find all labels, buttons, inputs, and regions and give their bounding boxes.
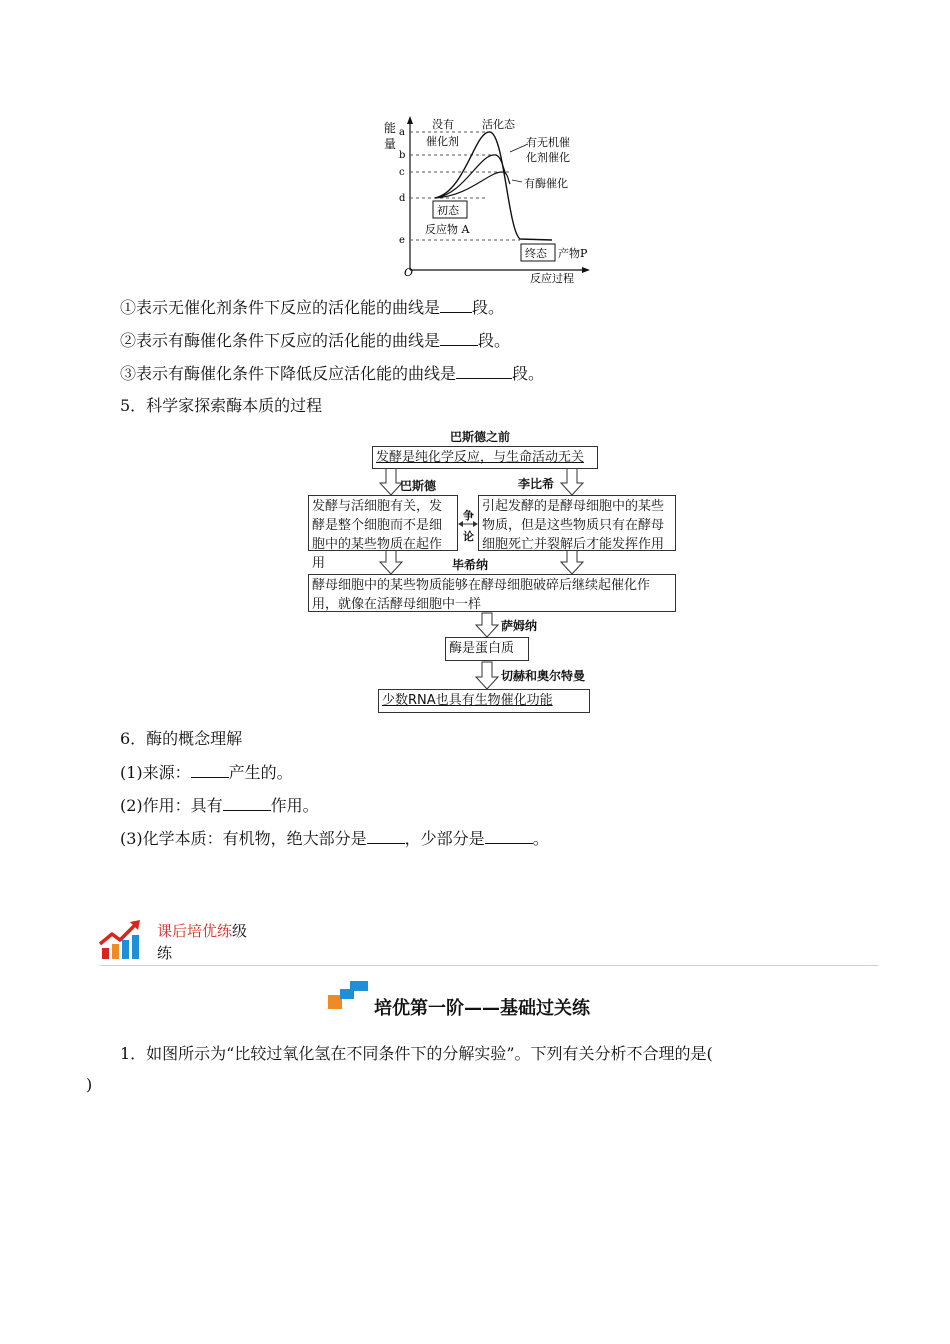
y-axis-arrow [407, 116, 413, 124]
enzyme-discovery-flow [300, 425, 690, 715]
label-no-catalyst-1: 没有 [432, 118, 454, 131]
answer-blank[interactable] [485, 827, 533, 844]
label-reactant: 反应物 A [425, 223, 470, 236]
item5-title: 5．科学家探索酶本质的过程 [120, 396, 323, 415]
subtitle: 培优第一阶——基础过关练 [374, 998, 590, 1019]
stairs-icon [328, 981, 370, 1011]
label-final: 终态 [525, 247, 547, 260]
label-initial: 初态 [437, 204, 459, 217]
section-divider [100, 965, 878, 966]
label-liebig: 李比希 [518, 477, 555, 491]
answer-blank[interactable] [456, 362, 512, 379]
level-a: a [399, 127, 405, 138]
level-e: e [399, 235, 405, 246]
answer-blank[interactable] [191, 761, 229, 778]
label-enzyme: 有酶催化 [524, 177, 568, 190]
debate-2: 论 [463, 530, 474, 543]
label-cech: 切赫和奥尔特曼 [501, 669, 586, 683]
question-1: 1．如图所示为“比较过氧化氢在不同条件下的分解实验”。下列有关分析不合理的是( [120, 1044, 713, 1063]
question-1-close: ) [86, 1075, 93, 1094]
x-axis-arrow [582, 267, 590, 273]
answer-blank[interactable] [440, 329, 478, 346]
label-pasteur: 巴斯德 [400, 479, 437, 493]
answer-blank[interactable] [223, 794, 271, 811]
label-product: 产物P [558, 247, 588, 260]
origin-label: O [404, 266, 414, 279]
item6-q2: (2)作用：具有 作用。 [120, 796, 319, 815]
label-activated: 活化态 [482, 118, 515, 131]
curve-inorganic-catalyst [435, 155, 506, 198]
y-axis-label-1: 能 [384, 121, 397, 135]
question-energy-3: ③表示有酶催化条件下降低反应活化能的曲线是 段。 [120, 364, 545, 383]
question-energy-1: ①表示无催化剂条件下反应的活化能的曲线是 段。 [120, 298, 505, 317]
growth-chart-icon [98, 918, 144, 962]
item6-title: 6．酶的概念理解 [120, 729, 243, 748]
box-pasteur: 发酵与活细胞有关，发酵是整个细胞而不是细胞中的某些物质在起作用 [308, 495, 458, 551]
x-axis-label: 反应过程 [530, 272, 574, 285]
box-buchner: 酵母细胞中的某些物质能够在酵母细胞破碎后继续起催化作用，就像在活酵母细胞中一样 [308, 574, 676, 612]
answer-blank[interactable] [440, 296, 472, 313]
debate-1: 争 [463, 509, 474, 522]
section-title-line2: 练 [157, 944, 173, 962]
box-liebig: 引起发酵的是酵母细胞中的某些物质，但是这些物质只有在酵母细胞死亡并裂解后才能发挥作用 [478, 495, 676, 551]
label-inorganic-2: 化剂催化 [526, 151, 570, 164]
item6-q1: (1)来源： 产生的。 [120, 763, 293, 782]
question-energy-2: ②表示有酶催化条件下反应的活化能的曲线是 段。 [120, 331, 511, 350]
level-b: b [399, 150, 406, 161]
section-title: 课后培优练级 [157, 922, 248, 940]
level-c: c [399, 167, 405, 178]
y-axis-label-2: 量 [384, 137, 397, 151]
label-before-pasteur: 巴斯德之前 [450, 430, 511, 444]
box-sumner: 酶是蛋白质 [445, 637, 529, 661]
answer-blank[interactable] [367, 827, 405, 844]
label-inorganic-1: 有无机催 [526, 136, 570, 149]
box-cech: 少数RNA也具有生物催化功能 [378, 689, 590, 713]
energy-diagram [380, 112, 605, 287]
label-no-catalyst-2: 催化剂 [426, 135, 459, 148]
item6-q3: (3)化学本质：有机物，绝大部分是 ，少部分是 。 [120, 829, 549, 848]
label-sumner: 萨姆纳 [501, 619, 538, 633]
label-buchner: 毕希纳 [452, 558, 489, 572]
level-d: d [399, 193, 406, 204]
box-pure-chemical: 发酵是纯化学反应，与生命活动无关 [372, 446, 598, 469]
